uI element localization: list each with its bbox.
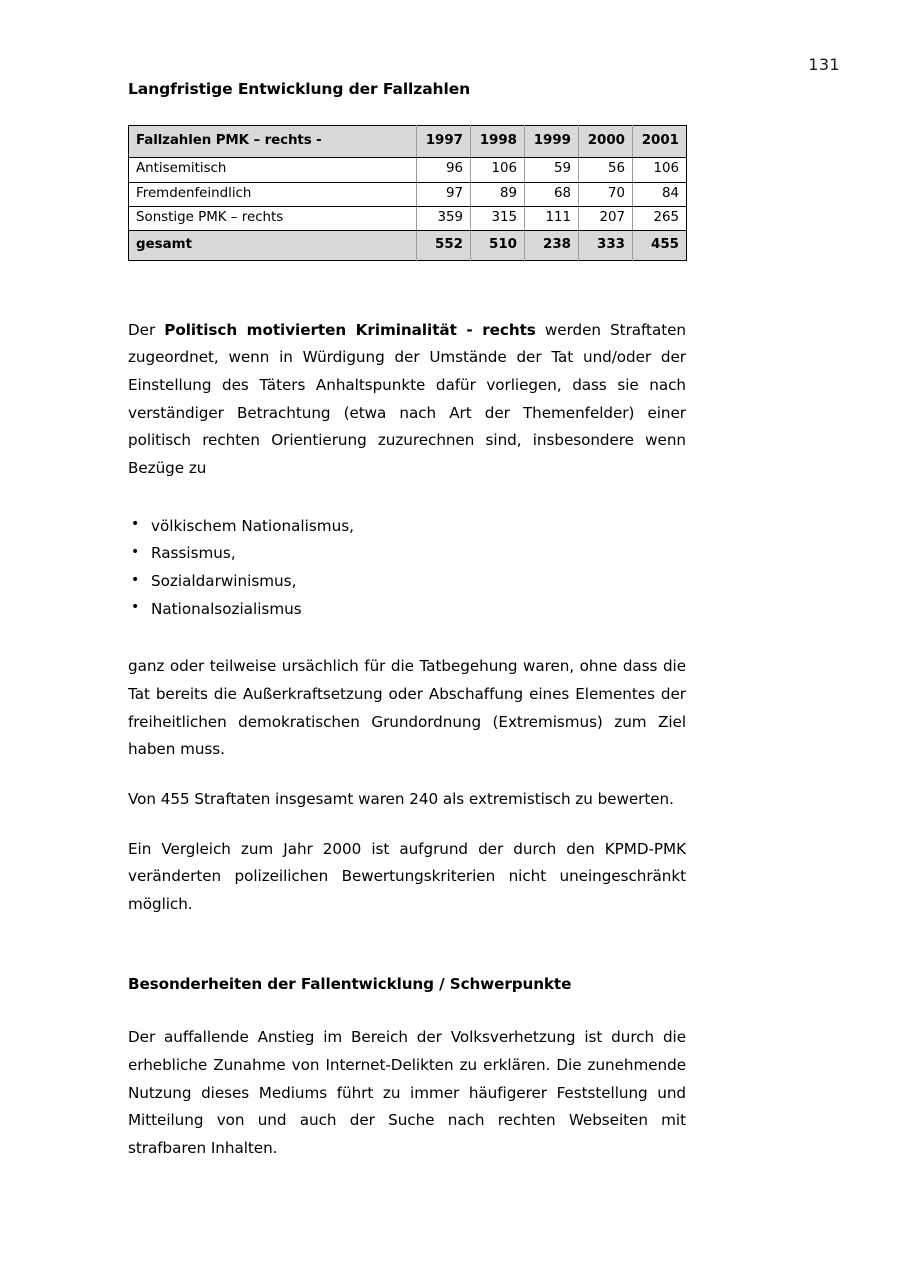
table-header-year-1997: 1997: [417, 126, 471, 158]
table-cell-value: 315: [471, 206, 525, 230]
table-body: [129, 158, 687, 230]
table-cell-value: 207: [579, 206, 633, 230]
subsection-title: Besonderheiten der Fallentwicklung / Schwerpunkte: [128, 974, 572, 993]
spacer: [128, 994, 686, 1024]
table-cell-value: 70: [579, 182, 633, 206]
table-cell-value: 106: [471, 158, 525, 182]
table-total-value: 552: [417, 230, 471, 260]
table-cell-value: 265: [633, 206, 687, 230]
list-item: • Nationalsozialismus: [128, 596, 686, 624]
table-row-label: Fremdenfeindlich: [129, 182, 417, 206]
table-cell-value: 106: [633, 158, 687, 182]
spacer: [128, 919, 686, 975]
table-cell-value: 96: [417, 158, 471, 182]
definition-bold-term: Politisch motivierten Kriminalität - rechts: [164, 320, 536, 339]
spacer: [128, 261, 686, 317]
table-header-row: [129, 126, 687, 158]
page-number: 131: [808, 55, 840, 74]
table-cell-value: 68: [525, 182, 579, 206]
page-title: Langfristige Entwicklung der Fallzahlen: [128, 80, 471, 98]
spacer: [128, 814, 686, 836]
table-row-label: Sonstige PMK – rechts: [129, 206, 417, 230]
definition-paragraph: [128, 317, 686, 483]
table-header-year-2001: 2001: [633, 126, 687, 158]
table-total-row: [129, 230, 687, 260]
spacer: [128, 764, 686, 786]
after-bullets-paragraph: ganz oder teilweise ursächlich für die Tatbegehung waren, ohne dass die Tat bereits die Außerkraftsetzung oder Abschaffung eines Elementes der freiheitlichen demokratischen Grundordnung (Extremismus) zum Ziel haben muss.: [128, 657, 686, 759]
list-item: • völkischem Nationalismus,: [128, 513, 686, 541]
page-content: [128, 80, 686, 1163]
table-header-year-2000: 2000: [579, 126, 633, 158]
table-footer: [129, 230, 687, 260]
spacer: [128, 623, 686, 653]
table-cell-value: 56: [579, 158, 633, 182]
table-total-label: gesamt: [129, 230, 417, 260]
table-cell-value: 84: [633, 182, 687, 206]
criteria-list: [128, 513, 686, 624]
definition-rest: werden Straftaten zugeordnet, wenn in Würdigung der Umstände der Tat und/oder der Einstellung des Täters Anhaltspunkte dafür vorliegen, dass sie nach verständiger Betrachtung (etwa nach Art der Themenfelder) einer politisch rechten Orientierung zuzurechnen sind, insbesondere wenn Bezüge zu: [128, 320, 686, 478]
table-cell-value: 97: [417, 182, 471, 206]
table-total-value: 238: [525, 230, 579, 260]
table-header: [129, 126, 687, 158]
total-offences-paragraph: Von 455 Straftaten insgesamt waren 240 als extremistisch zu bewerten.: [128, 789, 674, 808]
table-cell-value: 359: [417, 206, 471, 230]
table-total-value: 455: [633, 230, 687, 260]
comparison-paragraph: Ein Vergleich zum Jahr 2000 ist aufgrund der durch den KPMD-PMK veränderten polizeilichen Bewertungskriterien nicht uneingeschränkt möglich.: [128, 839, 686, 913]
table-row: [129, 206, 687, 230]
table-cell-value: 111: [525, 206, 579, 230]
table-cell-value: 89: [471, 182, 525, 206]
list-item: • Rassismus,: [128, 540, 686, 568]
closing-paragraph: Der auffallende Anstieg im Bereich der Volksverhetzung ist durch die erhebliche Zunahme von Internet-Delikten zu erklären. Die zunehmende Nutzung dieses Mediums führt zu immer häufigerer Feststellung und Mitteilung von und auch der Suche nach rechten Webseiten mit strafbaren Inhalten.: [128, 1028, 686, 1157]
table-header-year-1999: 1999: [525, 126, 579, 158]
definition-lead: Der: [128, 320, 165, 339]
table-total-value: 510: [471, 230, 525, 260]
table-row-label: Antisemitisch: [129, 158, 417, 182]
table-total-value: 333: [579, 230, 633, 260]
spacer: [128, 483, 686, 513]
figures-table: [128, 125, 687, 260]
table-header-year-1998: 1998: [471, 126, 525, 158]
table-cell-value: 59: [525, 158, 579, 182]
figures-table-container: [128, 125, 686, 260]
list-item: • Sozialdarwinismus,: [128, 568, 686, 596]
table-row: [129, 158, 687, 182]
table-row: [129, 182, 687, 206]
table-header-label: Fallzahlen PMK – rechts -: [129, 126, 417, 158]
